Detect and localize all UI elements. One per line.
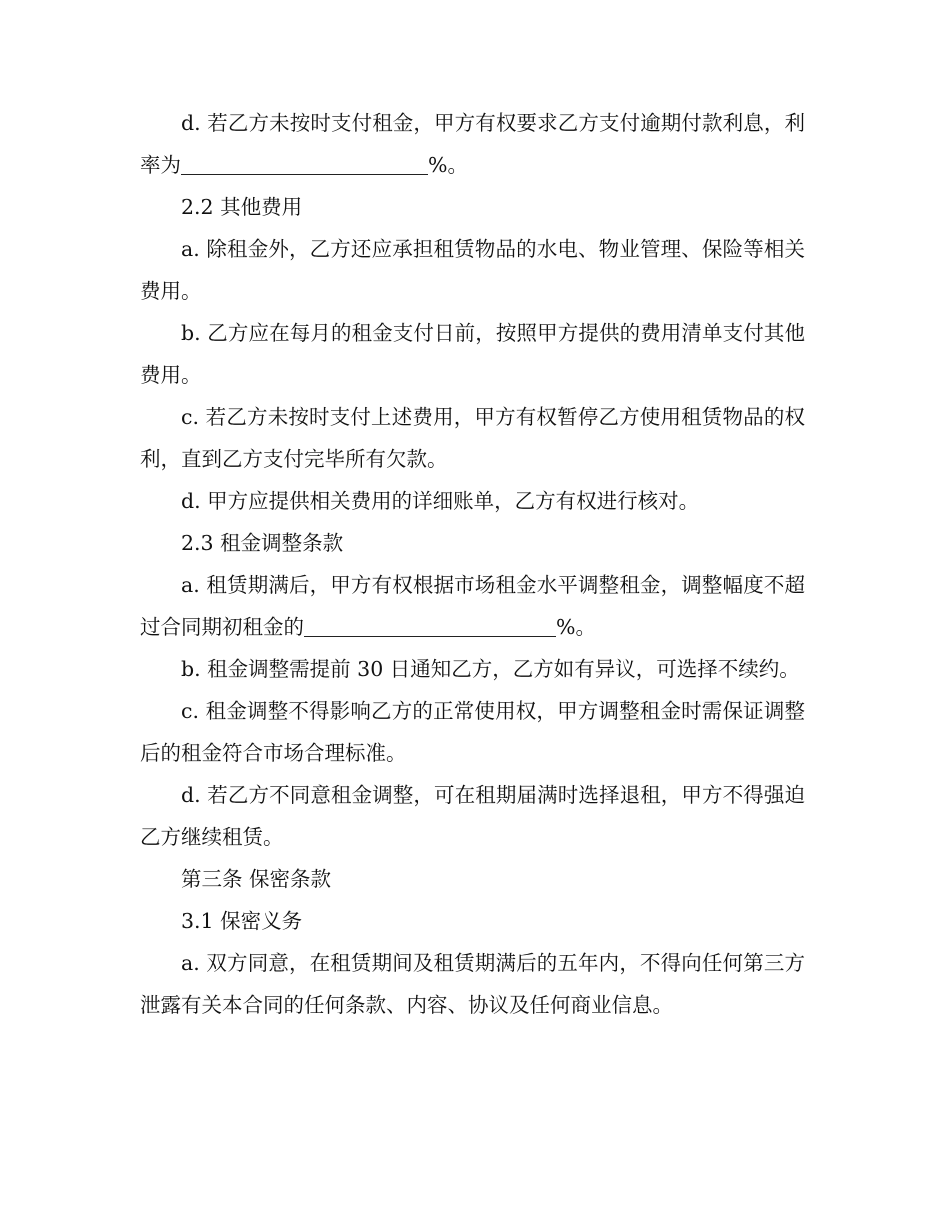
section-heading-2-2: 2.2 其他费用: [181, 195, 303, 219]
clause-2-3-a: [140, 564, 805, 648]
clause-text: d. 若乙方未按时支付租金，甲方有权要求乙方支付逾期付款利息，利率为: [140, 111, 805, 177]
blank-adjustment-cap: [304, 616, 556, 638]
clause-text: a. 租赁期满后，甲方有权根据市场租金水平调整租金，调整幅度不超过合同期初租金的: [140, 573, 805, 639]
clause-2-1-d: [140, 102, 805, 186]
section-heading-3-1: 3.1 保密义务: [181, 909, 303, 933]
clause-2-2-a: a. 除租金外，乙方还应承担租赁物品的水电、物业管理、保险等相关费用。: [140, 237, 805, 303]
blank-interest-rate: [181, 154, 428, 176]
clause-2-2-d: d. 甲方应提供相关费用的详细账单，乙方有权进行核对。: [181, 489, 700, 513]
section-heading-2-3: 2.3 租金调整条款: [181, 531, 344, 555]
clause-2-3-d: d. 若乙方不同意租金调整，可在租期届满时选择退租，甲方不得强迫乙方继续租赁。: [140, 783, 805, 849]
clause-3-1-a: a. 双方同意，在租赁期间及租赁期满后的五年内，不得向任何第三方泄露有关本合同的任何条款、内容、协议及任何商业信息。: [140, 951, 805, 1017]
clause-2-3-c: c. 租金调整不得影响乙方的正常使用权，甲方调整租金时需保证调整后的租金符合市场合理标准。: [140, 699, 805, 765]
clause-text-suffix: %。: [428, 153, 468, 177]
clause-2-3-b: b. 租金调整需提前 30 日通知乙方，乙方如有异议，可选择不续约。: [181, 657, 800, 681]
clause-text-suffix: %。: [556, 615, 596, 639]
document-body: [140, 102, 805, 1026]
clause-2-2-b: b. 乙方应在每月的租金支付日前，按照甲方提供的费用清单支付其他费用。: [140, 321, 805, 387]
clause-2-2-c: c. 若乙方未按时支付上述费用，甲方有权暂停乙方使用租赁物品的权利，直到乙方支付完毕所有欠款。: [140, 405, 805, 471]
article-heading-3: 第三条 保密条款: [181, 867, 332, 891]
